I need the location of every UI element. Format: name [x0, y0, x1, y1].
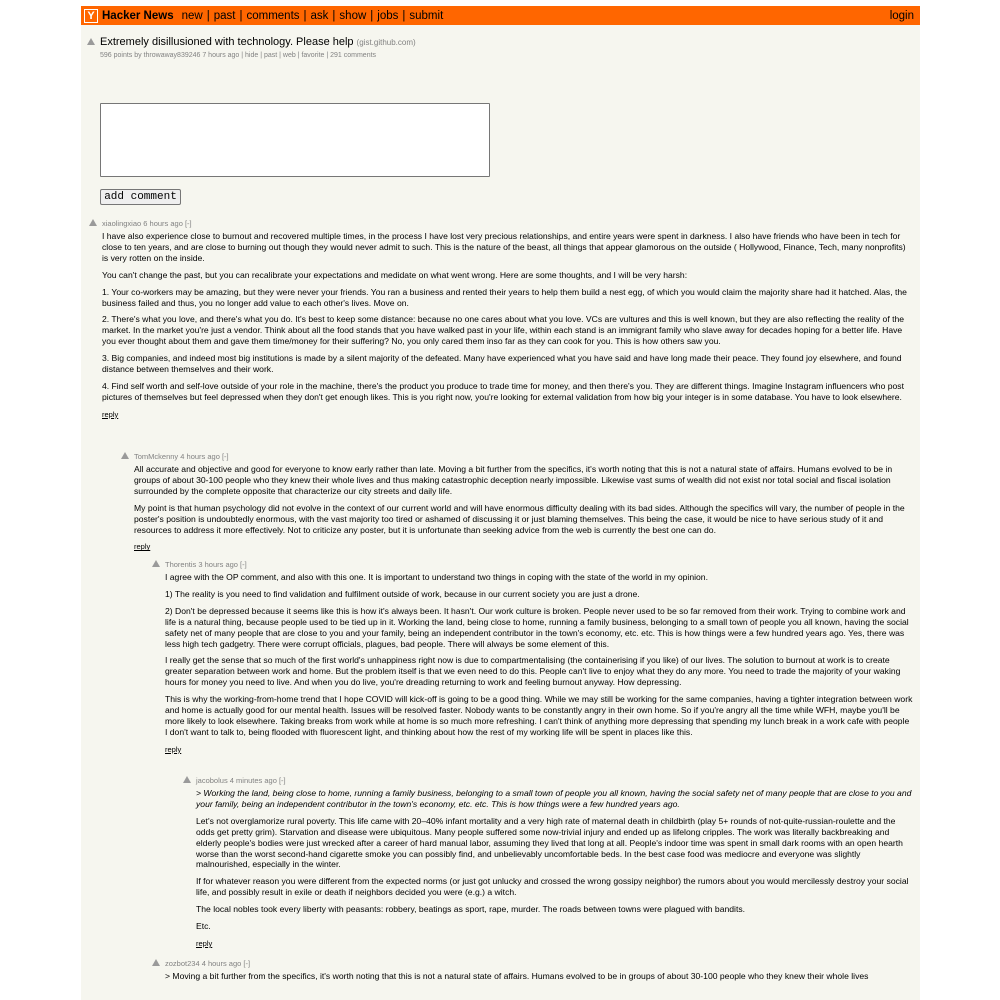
- hn-page: [81, 6, 920, 1000]
- comment-paragraph: 3. Big companies, and indeed most big institutions is made by a silent majority of the defeated. Many have experienced what you have said and have long made their peace. They found joy elsewhere, and found distance between themselves and their work.: [102, 353, 902, 375]
- nav-show[interactable]: show: [339, 9, 367, 22]
- comment-header: [89, 218, 914, 228]
- comment-paragraph: 2) Don't be depressed because it seems like this is how it's always been. It hasn't. Our work culture is broken. People never used to be so far removed from their work. Trying to combine work and life is a natural thing, because people used to be tied up in it. Working the land, being close to home, running a family business, belonging to a small town of people you all known, having the social safety net of many people that are close to you and your family, being an independent contributor in the town's economy, etc. etc. This is how things were a few hundred years ago. Yes, there was less high tech gadgetry. There were corrupt officials, plagues, bad people. There will always be some element of this.: [165, 605, 909, 649]
- upvote-arrow-icon[interactable]: [121, 452, 129, 460]
- comment-meta[interactable]: TomMckenny 4 hours ago [-]: [134, 451, 229, 461]
- nav-separator: |: [206, 9, 210, 22]
- story-subtext: 596 points by throwaway839246 7 hours ago | hide | past | web | favorite | 291 comments: [100, 52, 377, 59]
- comment-paragraph: If for whatever reason you were different from the expected norms (or just got unlucky and crossed the wrong gossipy neighbor) the rumors about you would mercilessly destroy your social life, and possibly result in exile or death if neighbors decided you were (e.g.) a witch.: [196, 876, 909, 898]
- comment-text: [134, 464, 914, 553]
- comment-paragraph: I agree with the OP comment, and also with this one. It is important to understand two things in coping with the state of the world in my opinion.: [165, 572, 708, 582]
- story-title-row: [87, 36, 416, 48]
- nav-jobs[interactable]: jobs: [377, 9, 399, 22]
- comment-paragraph: The local nobles took every liberty with peasants: robbery, beatings as sport, rape, murder. The roads between towns were plagued with bandits.: [196, 904, 746, 915]
- comment-paragraph: > Moving a bit further from the specifics, it's worth noting that this is not a natural state of affairs. Humans evolved to be in groups of about 30-100 people who they knew their whole lives: [165, 971, 869, 981]
- comment-meta[interactable]: xiaolingxiao 6 hours ago [-]: [102, 218, 192, 228]
- nav-separator: |: [370, 9, 374, 22]
- y-logo-icon[interactable]: Y: [84, 9, 98, 23]
- comment-paragraph: I really get the sense that so much of the first world's unhappiness right now is due to compartmentalising (the containerising if you like) of our lives. The solution to burnout at work is to create greater separation between work and home. But the problem itself is that we even need to do this. People can't live to enjoy what they do any more. You need to trade the majority of your waking hours for money you need to live. And when you do live, you're dreading returning to work and feeling burnout anyway. How depressing.: [165, 655, 901, 688]
- nav-past[interactable]: past: [213, 9, 236, 22]
- comment-meta[interactable]: jacobolus 4 minutes ago [-]: [196, 775, 286, 785]
- nav-submit[interactable]: submit: [409, 9, 444, 22]
- add-comment-button[interactable]: add comment: [100, 189, 181, 205]
- comment-text: [102, 231, 914, 421]
- comment-text: [165, 971, 914, 982]
- upvote-arrow-icon[interactable]: [152, 959, 160, 967]
- upvote-arrow-icon[interactable]: [152, 560, 160, 568]
- reply-link[interactable]: reply: [102, 409, 119, 419]
- comment-paragraph: 4. Find self worth and self-love outside of your role in the machine, there's the product you produce to trade time for money, and then there's you. They are different things. Imagine Instagram influencers who post pictures of themselves but feel depressed when they don't get enough likes. This is you right now, you're looking for external validation from how big your integer is in some database. You have to look elsewhere.: [102, 380, 904, 402]
- comment-paragraph: All accurate and objective and good for everyone to know early rather than late. Moving a bit further from the specifics, it's worth noting that this is not a natural state of affairs. Humans evolved to be in groups of about 30-100 people who they knew their whole lives and thus making catastrophic deception nearly impossible. Likewise vast sums of wealth did not exist nor total social and fiscal isolation surrounded by the complete opposite that characterize our city streets and daily life.: [134, 464, 893, 496]
- login-link[interactable]: login: [889, 9, 914, 22]
- comment-header: [152, 958, 914, 968]
- story-title-link[interactable]: Extremely disillusioned with technology. Please help: [100, 36, 354, 48]
- comment: [152, 958, 914, 988]
- comment-header: [152, 559, 914, 569]
- comment-meta[interactable]: zozbot234 4 hours ago [-]: [165, 958, 251, 968]
- nav-new[interactable]: new: [181, 9, 203, 22]
- upvote-arrow-icon[interactable]: [87, 38, 95, 46]
- nav-separator: |: [239, 9, 243, 22]
- top-nav: [182, 10, 444, 22]
- upvote-arrow-icon[interactable]: [183, 776, 191, 784]
- comment: [152, 559, 914, 756]
- nav-separator: |: [402, 9, 406, 22]
- comment-header: [121, 451, 914, 461]
- comment-meta[interactable]: Thorentis 3 hours ago [-]: [165, 559, 247, 569]
- comment-text: [196, 788, 914, 950]
- comment: [121, 451, 914, 553]
- upvote-arrow-icon[interactable]: [89, 219, 97, 227]
- site-name-link[interactable]: Hacker News: [102, 9, 174, 22]
- comment-paragraph: You can't change the past, but you can recalibrate your expectations and medidate on what went wrong. Here are some thoughts, and I will be very harsh:: [102, 269, 688, 280]
- comment-paragraph: 2. There's what you love, and there's what you do. It's best to keep some distance: because no one cares about what you love. VCs are vultures and this is well known, but they are also reflecting the reality of the market. In the market you're just a vendor. Think about all the food stands that you have walked past in your life, within each stand is an immigrant family who slave away for decades hoping for a better life. Have you ever thought about them and gave them time/money for their suffering? No, you only cared them inso far as they can cook for you. This is how others saw you.: [102, 314, 905, 347]
- comment-paragraph: This is why the working-from-home trend that I hope COVID will kick-off is going to be a good thing. While we may still be working for the same companies, having a tighter integration between work and home is actually good for our mental health. Issues will be resolved faster. Nobody wants to be constantly angry in their own home. So if you're angry all the time while WFH, maybe you'll be more likely to look elsewhere. Taking breaks from work while at home is so much more refreshing. I can't think of anything more depressing that spending my lunch break in a work cafe with people I don't want to talk to, being flooded with fluorescent light, and thinking about how the rest of my working life will be spent in places like this.: [165, 694, 913, 737]
- nav-ask[interactable]: ask: [310, 9, 329, 22]
- reply-link[interactable]: reply: [165, 744, 182, 754]
- nav-separator: |: [303, 9, 307, 22]
- comment-paragraph: My point is that human psychology did not evolve in the context of our current world and will have enormous difficulty dealing with its bad sides. Although the specifics will vary, the number of people in the poster's position is undoubtedly enormous, with the vast majority too tired or ashamed of discussing it or just blaming themselves. This being the case, it would be nice to have serious study of it and resources to address it more effectively. Not to criticize any poster, but it is unfortunate than seeking advice from the web is currently the best one can do.: [134, 502, 905, 535]
- comment-paragraph: 1. Your co-workers may be amazing, but they were never your friends. You ran a business and rented their years to help them build a nest egg, of which you would claim the majority share had it hatched. Alas, the business failed and thus, you no longer add value to each other's lives. Move on.: [102, 286, 907, 308]
- nav-comments[interactable]: comments: [246, 9, 300, 22]
- story-site[interactable]: (gist.github.com): [356, 37, 416, 47]
- top-bar: [81, 6, 920, 25]
- reply-link[interactable]: reply: [196, 938, 213, 948]
- reply-link[interactable]: reply: [134, 542, 151, 552]
- comment-paragraph: Let's not overglamorize rural poverty. This life came with 20–40% infant mortality and a very high rate of maternal death in childbirth (play 5+ rounds of not-quite-russian-roulette and the odds get pretty grim). Starvation and disease were ubiquitous. Many people suffered some now-trivial injury and ended up as lifelong cripples. The work was literally backbreaking and elderly people's bodies were just wrecked after a career of hard manual labor, assuming they lived that long at all. People's indoor time was spent in small dark rooms with an open hearth worse than the worst second-hand cigarette smoke you can possibly find, and unbelievably uncomfortable beds. In the best case food was mediocre and everyone was slightly malnourished, especially in the winter.: [196, 815, 903, 870]
- comment-paragraph: I have also experience close to burnout and recovered multiple times, in the process I have lost very precious relationships, and entire years were spent in darkness. I also have friends who have been in tech for close to ten years, and are close to burning out though they would never admit to such. This is the nature of the beast, all things that appear glamorous on the outside ( Hollywood, Finance, Tech, many nonprofits) is very rotten on the inside.: [102, 231, 906, 263]
- comment-text: [165, 572, 914, 756]
- comment-paragraph: Etc.: [196, 921, 211, 932]
- comment-header: [183, 775, 914, 785]
- comment: [183, 775, 914, 950]
- comment-paragraph: 1) The reality is you need to find validation and fulfilment outside of work, because in our current society you are just a drone.: [165, 588, 640, 599]
- comment: [89, 218, 914, 421]
- comment-quote: > Working the land, being close to home, running a family business, belonging to a small town of people you all known, having the social safety net of many people that are close to you and your family, being an independent contributor in the town's economy, etc. etc. This is how things were a few hundred years ago.: [196, 788, 912, 809]
- nav-separator: |: [332, 9, 336, 22]
- comment-textarea[interactable]: [100, 103, 490, 177]
